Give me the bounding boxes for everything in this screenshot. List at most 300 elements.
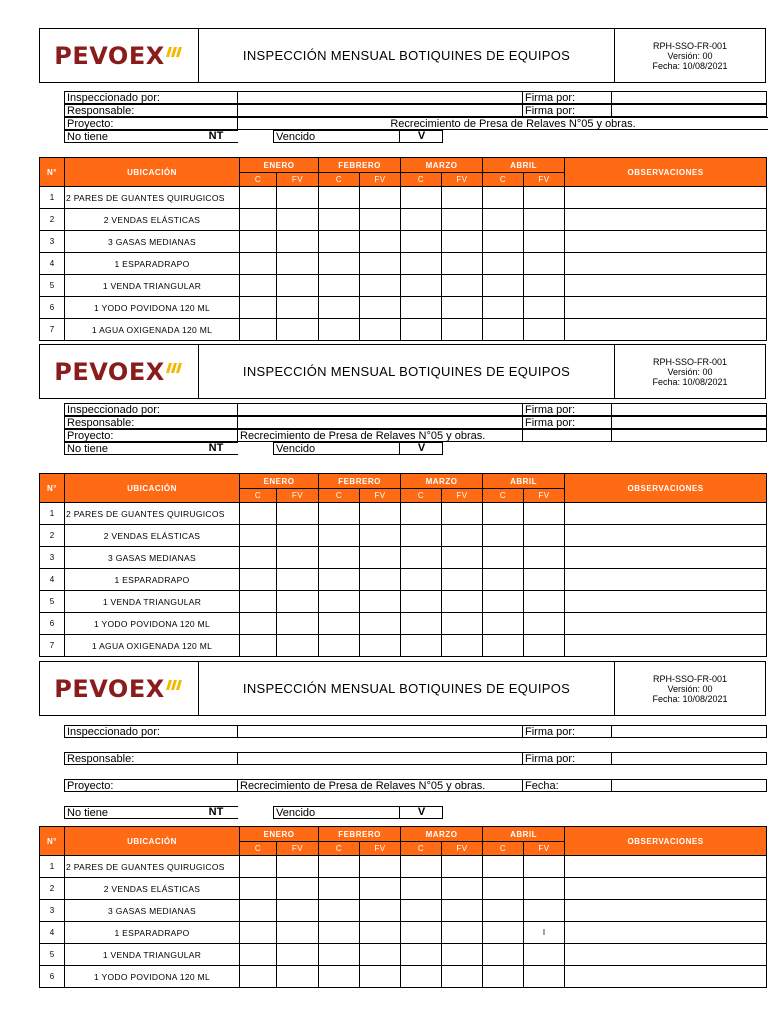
check-cell[interactable]: I [524, 922, 565, 944]
observation-cell[interactable] [565, 856, 767, 878]
check-cell[interactable] [240, 922, 277, 944]
table-row [40, 878, 767, 900]
check-cell[interactable] [524, 900, 565, 922]
check-cell[interactable] [277, 547, 319, 569]
check-cell[interactable] [524, 253, 565, 275]
check-cell[interactable] [442, 253, 483, 275]
sub-fv-header: FV [360, 842, 401, 856]
observation-cell[interactable] [565, 613, 767, 635]
item-number: 4 [40, 569, 65, 591]
sub-c-header: C [240, 173, 277, 187]
check-cell[interactable] [240, 297, 277, 319]
logo-cell [40, 345, 199, 398]
table-row [40, 613, 767, 635]
month-header: FEBRERO [319, 827, 401, 842]
check-cell[interactable] [483, 275, 524, 297]
responsable-label: Responsable: [64, 752, 238, 765]
check-cell[interactable] [483, 253, 524, 275]
check-cell[interactable] [360, 900, 401, 922]
doc-meta [615, 29, 765, 82]
check-cell[interactable] [277, 319, 319, 341]
month-header: FEBRERO [319, 474, 401, 489]
observation-cell[interactable] [565, 547, 767, 569]
check-cell[interactable] [524, 547, 565, 569]
check-cell[interactable] [360, 319, 401, 341]
table-header-row [40, 158, 767, 173]
check-cell[interactable] [319, 966, 360, 988]
logo-stripes-icon [166, 47, 184, 57]
check-cell[interactable] [483, 944, 524, 966]
check-cell[interactable] [401, 569, 442, 591]
check-cell[interactable] [524, 635, 565, 657]
check-cell[interactable] [277, 187, 319, 209]
table-row [40, 503, 767, 525]
check-cell[interactable] [483, 297, 524, 319]
check-cell[interactable] [360, 297, 401, 319]
check-cell[interactable] [442, 966, 483, 988]
check-cell[interactable] [240, 878, 277, 900]
vencido-label: Vencido [273, 806, 443, 819]
project-value: Recrecimiento de Presa de Relaves N°05 y obras. [237, 779, 523, 792]
col-ubicacion-header: UBICACIÓN [65, 827, 240, 856]
observation-cell[interactable] [565, 900, 767, 922]
check-cell[interactable] [524, 209, 565, 231]
check-cell[interactable] [360, 635, 401, 657]
check-cell[interactable] [524, 275, 565, 297]
observation-cell[interactable] [565, 922, 767, 944]
check-cell[interactable] [524, 613, 565, 635]
fecha-label: Fecha: [522, 779, 612, 792]
check-cell[interactable] [442, 591, 483, 613]
check-cell[interactable] [483, 900, 524, 922]
check-cell[interactable] [442, 525, 483, 547]
proyecto-label: Proyecto: [64, 117, 238, 130]
check-cell[interactable] [360, 547, 401, 569]
check-cell[interactable] [483, 966, 524, 988]
check-cell[interactable] [277, 569, 319, 591]
sub-c-header: C [401, 842, 442, 856]
check-cell[interactable] [277, 591, 319, 613]
check-cell[interactable] [442, 209, 483, 231]
check-cell[interactable] [240, 187, 277, 209]
check-cell[interactable] [401, 922, 442, 944]
check-cell[interactable] [442, 944, 483, 966]
check-cell[interactable] [401, 253, 442, 275]
check-cell[interactable] [483, 209, 524, 231]
check-cell[interactable] [240, 944, 277, 966]
check-cell[interactable] [442, 547, 483, 569]
item-name: 2 VENDAS ELÁSTICAS [65, 525, 240, 547]
inspeccionado-label: Inspeccionado por: [64, 91, 238, 104]
check-cell[interactable] [360, 966, 401, 988]
table-row [40, 209, 767, 231]
check-cell[interactable] [277, 966, 319, 988]
check-cell[interactable] [277, 635, 319, 657]
col-number-header: N° [40, 158, 65, 187]
item-number: 3 [40, 900, 65, 922]
info-row-proyecto [64, 429, 767, 442]
inspeccionado-value [237, 403, 523, 416]
firma-value [611, 416, 767, 429]
v-code: V [399, 442, 443, 455]
check-cell[interactable] [483, 878, 524, 900]
check-cell[interactable] [277, 944, 319, 966]
sub-c-header: C [319, 489, 360, 503]
sub-c-header: C [319, 173, 360, 187]
check-cell[interactable] [240, 966, 277, 988]
check-cell[interactable] [277, 297, 319, 319]
check-cell[interactable] [319, 525, 360, 547]
firma-label: Firma por: [522, 416, 612, 429]
check-cell[interactable] [401, 900, 442, 922]
doc-date: Fecha: 10/08/2021 [652, 693, 728, 704]
col-observaciones-header: OBSERVACIONES [565, 827, 767, 856]
observation-cell[interactable] [565, 966, 767, 988]
item-number: 5 [40, 591, 65, 613]
item-number: 5 [40, 275, 65, 297]
info-row-responsable [64, 752, 767, 765]
info-row-responsable [64, 416, 767, 429]
check-cell[interactable] [240, 209, 277, 231]
observation-cell[interactable] [565, 253, 767, 275]
check-cell[interactable] [524, 231, 565, 253]
check-cell[interactable] [277, 878, 319, 900]
legend-row [64, 130, 767, 143]
logo-cell [40, 29, 199, 82]
observation-cell[interactable] [565, 878, 767, 900]
item-name: 1 AGUA OXIGENADA 120 ML [65, 319, 240, 341]
check-cell[interactable] [401, 275, 442, 297]
check-cell[interactable] [319, 187, 360, 209]
check-cell[interactable] [360, 944, 401, 966]
sub-fv-header: FV [442, 489, 483, 503]
check-cell[interactable] [483, 613, 524, 635]
check-cell[interactable] [360, 503, 401, 525]
doc-version: Versión: 00 [667, 366, 713, 377]
responsable-label: Responsable: [64, 416, 238, 429]
observation-cell[interactable] [565, 569, 767, 591]
check-cell[interactable] [319, 547, 360, 569]
check-cell[interactable] [319, 297, 360, 319]
check-cell[interactable] [401, 503, 442, 525]
check-cell[interactable] [319, 900, 360, 922]
month-header: ENERO [240, 474, 319, 489]
check-cell[interactable] [442, 900, 483, 922]
check-cell[interactable] [360, 231, 401, 253]
blank-value-cell [611, 779, 767, 792]
table-row [40, 547, 767, 569]
check-cell[interactable] [240, 635, 277, 657]
check-cell[interactable] [319, 591, 360, 613]
check-cell[interactable] [360, 878, 401, 900]
info-row-responsable [64, 104, 767, 117]
sub-c-header: C [240, 842, 277, 856]
check-cell[interactable] [524, 319, 565, 341]
check-cell[interactable] [277, 613, 319, 635]
sub-c-header: C [401, 173, 442, 187]
logo-text: PEVOEX [54, 357, 165, 386]
check-cell[interactable] [360, 209, 401, 231]
table-row [40, 922, 767, 944]
item-number: 5 [40, 944, 65, 966]
col-observaciones-header: OBSERVACIONES [565, 158, 767, 187]
check-cell[interactable] [277, 900, 319, 922]
sub-fv-header: FV [524, 489, 565, 503]
table-row [40, 525, 767, 547]
check-cell[interactable] [360, 591, 401, 613]
blank-cell [522, 429, 612, 442]
nt-code: NT [208, 130, 224, 142]
check-cell[interactable] [442, 275, 483, 297]
check-cell[interactable] [401, 613, 442, 635]
check-cell[interactable] [319, 275, 360, 297]
check-cell[interactable] [360, 613, 401, 635]
item-number: 7 [40, 635, 65, 657]
item-name: 3 GASAS MEDIANAS [65, 231, 240, 253]
item-number: 6 [40, 613, 65, 635]
observation-cell[interactable] [565, 231, 767, 253]
item-number: 2 [40, 525, 65, 547]
check-cell[interactable] [401, 297, 442, 319]
check-cell[interactable] [401, 966, 442, 988]
check-cell[interactable] [442, 187, 483, 209]
sub-fv-header: FV [360, 173, 401, 187]
logo-text: PEVOEX [54, 41, 165, 70]
form-title: INSPECCIÓN MENSUAL BOTIQUINES DE EQUIPOS [199, 662, 615, 715]
check-cell[interactable] [483, 922, 524, 944]
check-cell[interactable] [319, 319, 360, 341]
item-number: 2 [40, 209, 65, 231]
responsable-value [237, 752, 523, 765]
inspeccionado-label: Inspeccionado por: [64, 725, 238, 738]
table-row [40, 591, 767, 613]
check-cell[interactable] [524, 966, 565, 988]
check-cell[interactable] [483, 547, 524, 569]
check-cell[interactable] [277, 253, 319, 275]
check-cell[interactable] [483, 187, 524, 209]
observation-cell[interactable] [565, 209, 767, 231]
check-cell[interactable] [442, 856, 483, 878]
check-cell[interactable] [319, 944, 360, 966]
firma-label: Firma por: [522, 725, 612, 738]
observation-cell[interactable] [565, 297, 767, 319]
item-number: 6 [40, 297, 65, 319]
item-name: 1 VENDA TRIANGULAR [65, 944, 240, 966]
table-row [40, 635, 767, 657]
col-ubicacion-header: UBICACIÓN [65, 158, 240, 187]
check-cell[interactable] [483, 525, 524, 547]
check-cell[interactable] [401, 635, 442, 657]
responsable-label: Responsable: [64, 104, 238, 117]
month-header: ABRIL [483, 158, 565, 173]
check-cell[interactable] [277, 922, 319, 944]
nt-code: NT [208, 442, 224, 454]
item-name: 3 GASAS MEDIANAS [65, 547, 240, 569]
item-name: 2 PARES DE GUANTES QUIRUGICOS [65, 856, 240, 878]
check-cell[interactable] [483, 231, 524, 253]
observation-cell[interactable] [565, 635, 767, 657]
table-row [40, 231, 767, 253]
check-cell[interactable] [442, 503, 483, 525]
check-cell[interactable] [524, 944, 565, 966]
check-cell[interactable] [319, 253, 360, 275]
check-cell[interactable] [401, 878, 442, 900]
check-cell[interactable] [524, 297, 565, 319]
check-cell[interactable] [240, 503, 277, 525]
check-cell[interactable] [442, 613, 483, 635]
table-row [40, 569, 767, 591]
check-cell[interactable] [319, 613, 360, 635]
check-cell[interactable] [277, 275, 319, 297]
inspeccionado-value [237, 725, 523, 738]
check-cell[interactable] [277, 856, 319, 878]
sub-fv-header: FV [442, 842, 483, 856]
check-cell[interactable] [401, 525, 442, 547]
v-code: V [399, 130, 443, 143]
check-cell[interactable] [442, 569, 483, 591]
check-cell[interactable] [319, 878, 360, 900]
check-cell[interactable] [240, 613, 277, 635]
check-cell[interactable] [319, 209, 360, 231]
observation-cell[interactable] [565, 503, 767, 525]
item-name: 1 YODO POVIDONA 120 ML [65, 613, 240, 635]
check-cell[interactable] [524, 878, 565, 900]
inspection-table [39, 157, 767, 341]
inspection-table [39, 826, 767, 988]
check-cell[interactable] [277, 209, 319, 231]
observation-cell[interactable] [565, 944, 767, 966]
check-cell[interactable] [401, 856, 442, 878]
check-cell[interactable] [360, 856, 401, 878]
form-header [39, 344, 766, 399]
check-cell[interactable] [277, 525, 319, 547]
check-cell[interactable] [483, 319, 524, 341]
firma-value [611, 752, 767, 765]
check-cell[interactable] [442, 922, 483, 944]
month-header: ABRIL [483, 827, 565, 842]
check-cell[interactable] [442, 635, 483, 657]
doc-code: RPH-SSO-FR-001 [652, 673, 727, 684]
info-row-inspeccionado [64, 403, 767, 416]
table-header-row [40, 827, 767, 842]
check-cell[interactable] [442, 878, 483, 900]
firma-label: Firma por: [522, 104, 612, 117]
check-cell[interactable] [483, 856, 524, 878]
check-cell[interactable] [319, 569, 360, 591]
check-cell[interactable] [319, 922, 360, 944]
check-cell[interactable] [401, 231, 442, 253]
check-cell[interactable] [401, 591, 442, 613]
item-number: 1 [40, 503, 65, 525]
no-tiene-label: No tiene [64, 806, 238, 819]
firma-label: Firma por: [522, 752, 612, 765]
check-cell[interactable] [277, 503, 319, 525]
inspeccionado-label: Inspeccionado por: [64, 403, 238, 416]
check-cell[interactable] [524, 591, 565, 613]
no-tiene-label: No tiene [64, 442, 238, 455]
table-row [40, 900, 767, 922]
check-cell[interactable] [360, 569, 401, 591]
observation-cell[interactable] [565, 319, 767, 341]
check-cell[interactable] [442, 231, 483, 253]
firma-value [611, 403, 767, 416]
firma-label: Firma por: [522, 91, 612, 104]
check-cell[interactable] [240, 525, 277, 547]
check-cell[interactable] [240, 569, 277, 591]
pevoex-logo [54, 358, 183, 386]
check-cell[interactable] [524, 569, 565, 591]
check-cell[interactable] [240, 275, 277, 297]
proyecto-label: Proyecto: [64, 429, 238, 442]
check-cell[interactable] [524, 525, 565, 547]
item-name: 2 PARES DE GUANTES QUIRUGICOS [65, 187, 240, 209]
col-number-header: N° [40, 474, 65, 503]
check-cell[interactable] [483, 503, 524, 525]
pevoex-logo [54, 42, 183, 70]
check-cell[interactable] [240, 547, 277, 569]
check-cell[interactable] [360, 253, 401, 275]
check-cell[interactable] [524, 503, 565, 525]
doc-meta [615, 662, 765, 715]
check-cell[interactable] [360, 187, 401, 209]
item-name: 1 VENDA TRIANGULAR [65, 591, 240, 613]
sub-c-header: C [240, 489, 277, 503]
check-cell[interactable] [240, 253, 277, 275]
check-cell[interactable] [401, 547, 442, 569]
check-cell[interactable] [360, 275, 401, 297]
check-cell[interactable] [442, 297, 483, 319]
observation-cell[interactable] [565, 187, 767, 209]
check-cell[interactable] [401, 319, 442, 341]
sub-fv-header: FV [277, 173, 319, 187]
check-cell[interactable] [483, 569, 524, 591]
check-cell[interactable] [442, 319, 483, 341]
table-row [40, 966, 767, 988]
item-name: 1 ESPARADRAPO [65, 922, 240, 944]
logo-stripes-icon [166, 363, 184, 373]
logo-text: PEVOEX [54, 674, 165, 703]
check-cell[interactable] [240, 591, 277, 613]
project-value: Recrecimiento de Presa de Relaves N°05 y obras. [237, 117, 768, 130]
check-cell[interactable] [319, 635, 360, 657]
check-cell[interactable] [401, 209, 442, 231]
table-row [40, 944, 767, 966]
check-cell[interactable] [401, 944, 442, 966]
check-cell[interactable] [483, 591, 524, 613]
check-cell[interactable] [277, 231, 319, 253]
check-cell[interactable] [524, 187, 565, 209]
check-cell[interactable] [483, 635, 524, 657]
observation-cell[interactable] [565, 275, 767, 297]
check-cell[interactable] [240, 319, 277, 341]
observation-cell[interactable] [565, 525, 767, 547]
doc-date: Fecha: 10/08/2021 [652, 60, 728, 71]
check-cell[interactable] [240, 856, 277, 878]
sub-fv-header: FV [277, 489, 319, 503]
check-cell[interactable] [401, 187, 442, 209]
observation-cell[interactable] [565, 591, 767, 613]
check-cell[interactable] [319, 503, 360, 525]
check-cell[interactable] [360, 525, 401, 547]
check-cell[interactable] [240, 900, 277, 922]
check-cell[interactable] [360, 922, 401, 944]
table-row [40, 275, 767, 297]
check-cell[interactable] [240, 231, 277, 253]
sub-c-header: C [319, 842, 360, 856]
check-cell[interactable] [319, 856, 360, 878]
check-cell[interactable] [319, 231, 360, 253]
check-cell[interactable] [524, 856, 565, 878]
